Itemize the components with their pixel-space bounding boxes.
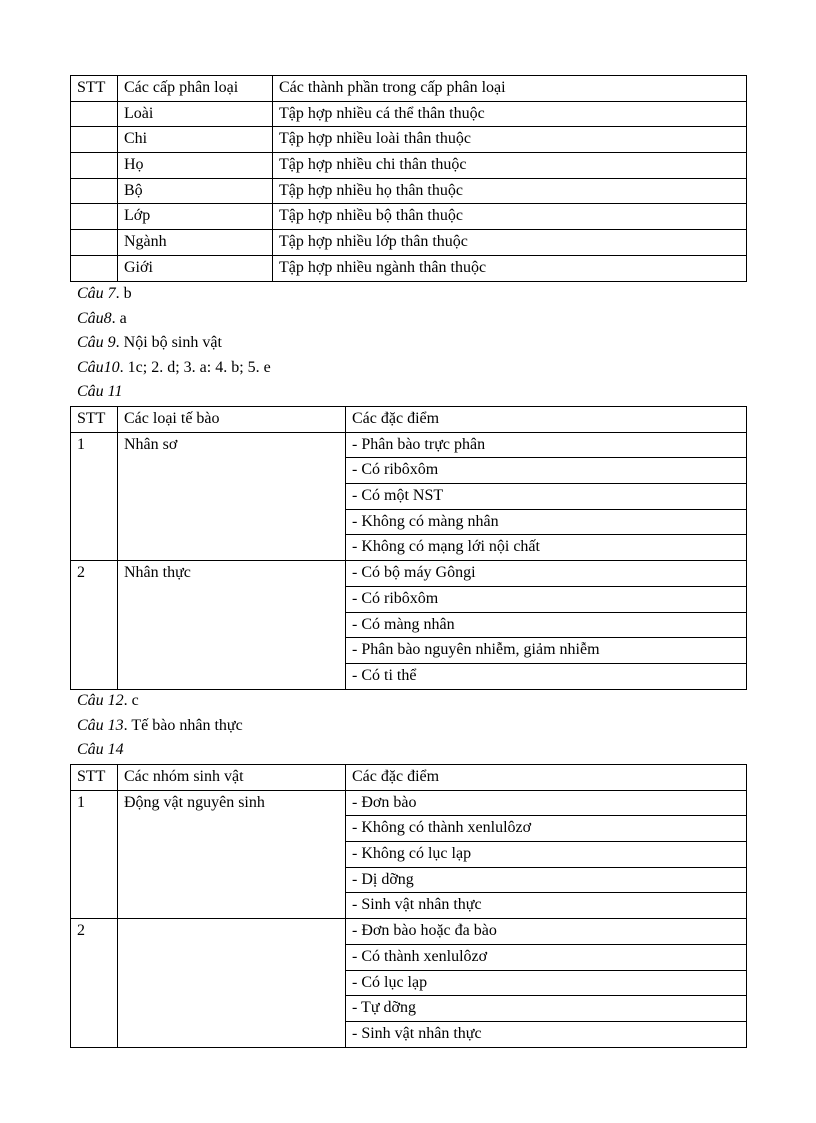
stt-cell: 1 bbox=[71, 432, 118, 560]
header-cell: Các nhóm sinh vật bbox=[118, 765, 346, 791]
table-cell: Loài bbox=[118, 101, 273, 127]
group-name-cell: Nhân thực bbox=[118, 561, 346, 689]
stt-cell: 2 bbox=[71, 561, 118, 689]
table-row bbox=[71, 561, 747, 587]
trait-cell: - Có lục lạp bbox=[346, 970, 747, 996]
header-cell: Các thành phần trong cấp phân loại bbox=[273, 76, 747, 102]
answer-line bbox=[77, 355, 271, 380]
table-cell: Ngành bbox=[118, 230, 273, 256]
answer-line bbox=[77, 688, 139, 713]
header-cell: Các cấp phân loại bbox=[118, 76, 273, 102]
question-label: Câu 7 bbox=[77, 285, 116, 302]
table-cell bbox=[71, 255, 118, 281]
header-cell: STT bbox=[71, 76, 118, 102]
table-cell bbox=[71, 178, 118, 204]
table-cell bbox=[71, 230, 118, 256]
answer-line bbox=[77, 737, 124, 762]
header-cell: STT bbox=[71, 407, 118, 433]
question-label: Câu 13 bbox=[77, 716, 124, 734]
trait-cell: - Có thành xenlulôzơ bbox=[346, 944, 747, 970]
table-row bbox=[71, 790, 747, 816]
organism-groups-table bbox=[70, 764, 747, 1048]
trait-cell: - Có bộ máy Gôngi bbox=[346, 561, 747, 587]
table-row bbox=[71, 204, 747, 230]
trait-cell: - Dị dỡng bbox=[346, 867, 747, 893]
question-label: Câu8 bbox=[77, 309, 112, 327]
answer-text: . Nội bộ sinh vật bbox=[115, 334, 222, 351]
question-label: Câu 11 bbox=[77, 383, 123, 400]
answer-line bbox=[77, 306, 127, 331]
table-cell: Tập hợp nhiều ngành thân thuộc bbox=[273, 255, 747, 281]
answer-text: . a bbox=[111, 309, 127, 327]
table-row bbox=[71, 101, 747, 127]
table-row bbox=[71, 255, 747, 281]
trait-cell: - Phân bào trực phân bbox=[346, 432, 747, 458]
answer-text: . Tế bào nhân thực bbox=[123, 716, 243, 734]
table-cell bbox=[71, 204, 118, 230]
group-name-cell: Nhân sơ bbox=[118, 432, 346, 560]
trait-cell: - Không có mạng lới nội chất bbox=[346, 535, 747, 561]
trait-cell: - Phân bào nguyên nhiễm, giảm nhiễm bbox=[346, 638, 747, 664]
header-cell: Các đặc điểm bbox=[346, 407, 747, 433]
header-cell: Các loại tế bào bbox=[118, 407, 346, 433]
answer-text: . b bbox=[115, 285, 132, 302]
table-cell: Lớp bbox=[118, 204, 273, 230]
table-cell bbox=[71, 153, 118, 179]
header-row bbox=[71, 765, 747, 791]
table-cell: Tập hợp nhiều loài thân thuộc bbox=[273, 127, 747, 153]
trait-cell: - Sinh vật nhân thực bbox=[346, 893, 747, 919]
trait-cell: - Không có màng nhân bbox=[346, 509, 747, 535]
stt-cell: 2 bbox=[71, 919, 118, 1047]
table-cell: Bộ bbox=[118, 178, 273, 204]
trait-cell: - Sinh vật nhân thực bbox=[346, 1021, 747, 1047]
question-label: Câu10 bbox=[77, 358, 120, 376]
table-row bbox=[71, 230, 747, 256]
trait-cell: - Có ribôxôm bbox=[346, 586, 747, 612]
table-cell: Chi bbox=[118, 127, 273, 153]
table-cell: Tập hợp nhiều chi thân thuộc bbox=[273, 153, 747, 179]
header-cell: Các đặc điểm bbox=[346, 765, 747, 791]
table-row bbox=[71, 432, 747, 458]
cell-types-table bbox=[70, 406, 747, 690]
trait-cell: - Không có thành xenlulôzơ bbox=[346, 816, 747, 842]
trait-cell: - Tự dỡng bbox=[346, 996, 747, 1022]
table-cell: Họ bbox=[118, 153, 273, 179]
table-cell: Tập hợp nhiều lớp thân thuộc bbox=[273, 230, 747, 256]
answer-line bbox=[77, 330, 222, 355]
trait-cell: - Không có lục lạp bbox=[346, 842, 747, 868]
answer-line bbox=[77, 281, 132, 306]
table-row bbox=[71, 178, 747, 204]
table-cell: Giới bbox=[118, 255, 273, 281]
header-row bbox=[71, 407, 747, 433]
table-row bbox=[71, 127, 747, 153]
answer-text: . 1c; 2. d; 3. a: 4. b; 5. e bbox=[119, 358, 271, 376]
group-name-cell: Động vật nguyên sinh bbox=[118, 790, 346, 918]
table-cell: Tập hợp nhiều họ thân thuộc bbox=[273, 178, 747, 204]
question-label: Câu 9 bbox=[77, 334, 116, 351]
trait-cell: - Có màng nhân bbox=[346, 612, 747, 638]
table-cell: Tập hợp nhiều bộ thân thuộc bbox=[273, 204, 747, 230]
answer-line bbox=[77, 713, 243, 738]
answer-text: . c bbox=[123, 692, 139, 709]
question-label: Câu 14 bbox=[77, 741, 124, 758]
table-cell: Tập hợp nhiều cá thể thân thuộc bbox=[273, 101, 747, 127]
trait-cell: - Có một NST bbox=[346, 484, 747, 510]
header-cell: STT bbox=[71, 765, 118, 791]
table-cell bbox=[71, 101, 118, 127]
classification-table bbox=[70, 75, 747, 282]
trait-cell: - Có ti thể bbox=[346, 663, 747, 689]
table-row bbox=[71, 919, 747, 945]
trait-cell: - Có ribôxôm bbox=[346, 458, 747, 484]
stt-cell: 1 bbox=[71, 790, 118, 918]
trait-cell: - Đơn bào bbox=[346, 790, 747, 816]
question-label: Câu 12 bbox=[77, 692, 124, 709]
table-cell bbox=[71, 127, 118, 153]
table-row bbox=[71, 153, 747, 179]
group-name-cell bbox=[118, 919, 346, 1047]
header-row bbox=[71, 76, 747, 102]
answer-line bbox=[77, 379, 122, 404]
trait-cell: - Đơn bào hoặc đa bào bbox=[346, 919, 747, 945]
